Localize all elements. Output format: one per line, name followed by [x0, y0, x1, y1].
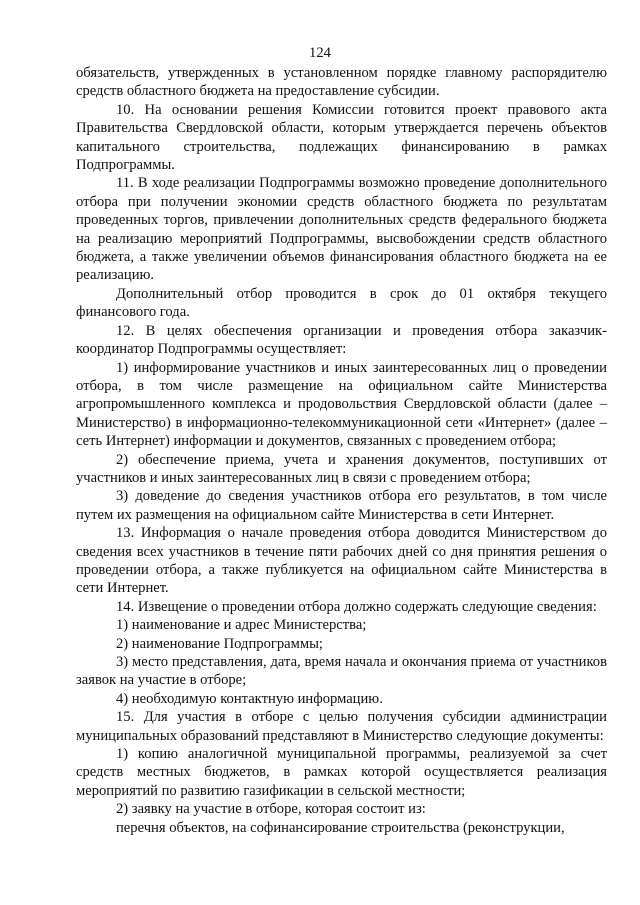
paragraph-clause-13: 13. Информация о начале проведения отбора доводится Министерством до сведения всех участников в течение пяти рабочих дней со дня принятия решения о проведении отбора, а также публикуется на официальном сайте Министерства в сети Интернет. [76, 525, 607, 597]
paragraph-clause-14-item-4: 4) необходимую контактную информацию. [116, 690, 383, 707]
paragraph-clause-11: 11. В ходе реализации Подпрограммы возможно проведение дополнительного отбора при получении экономии средств областного бюджета по результатам проведенных торгов, привлечении дополнительных средств федерального бюджета на реализацию мероприятий Подпрограммы, высвобождении средств областного бюджета, а также увеличении объемов финансирования областного бюджета на ее реализацию. [76, 175, 607, 284]
paragraph-additional-selection-deadline: Дополнительный отбор проводится в срок до 01 октября текущего финансового года. [76, 285, 607, 321]
paragraph-clause-15-item-1: 1) копию аналогичной муниципальной программы, реализуемой за счет средств местных бюджетов, в рамках которой осуществляется реализация мероприятий по развитию газификации в сельской местности; [76, 746, 607, 799]
paragraph-object-list: перечня объектов, на софинансирование строительства (реконструкции, [116, 819, 565, 836]
paragraph-clause-15-item-2: 2) заявку на участие в отборе, которая состоит из: [116, 801, 426, 818]
paragraph-clause-12-item-1: 1) информирование участников и иных заинтересованных лиц о проведении отбора, в том числе размещение на официальном сайте Министерства агропромышленного комплекса и продовольствия Свердловской области (далее – Министерство) в информационно-телекоммуникационной сети «Интернет» (далее – сеть Интернет) информации и документов, связанных с проведением отбора; [76, 359, 607, 450]
page-number: 124 [309, 45, 331, 61]
paragraph-clause-14-item-3: 3) место представления, дата, время начала и окончания приема от участников заявок на участие в отборе; [76, 654, 607, 689]
paragraph-clause-15: 15. Для участия в отборе с целью получения субсидии администрации муниципальных образований представляют в Министерство следующие документы: [76, 709, 607, 744]
document-body [76, 64, 607, 837]
paragraph-clause-12: 12. В целях обеспечения организации и проведения отбора заказчик-координатор Подпрограммы осуществляет: [76, 322, 607, 358]
paragraph-continuation: обязательств, утвержденных в установленном порядке главному распорядителю средств областного бюджета на предоставление субсидии. [76, 65, 607, 100]
paragraph-clause-14: 14. Извещение о проведении отбора должно содержать следующие сведения: [116, 598, 597, 615]
paragraph-clause-14-item-2: 2) наименование Подпрограммы; [116, 635, 323, 652]
paragraph-clause-10: 10. На основании решения Комиссии готовится проект правового акта Правительства Свердловской области, которым утверждается перечень объектов капитального строительства, подлежащих финансированию в рамках Подпрограммы. [76, 101, 607, 174]
paragraph-clause-14-item-1: 1) наименование и адрес Министерства; [116, 617, 367, 634]
paragraph-clause-12-item-3: 3) доведение до сведения участников отбора его результатов, в том числе путем их размещения на официальном сайте Министерства в сети Интернет. [76, 488, 607, 523]
paragraph-clause-12-item-2: 2) обеспечение приема, учета и хранения документов, поступивших от участников и иных заинтересованных лиц в связи с проведением отбора; [76, 451, 607, 486]
